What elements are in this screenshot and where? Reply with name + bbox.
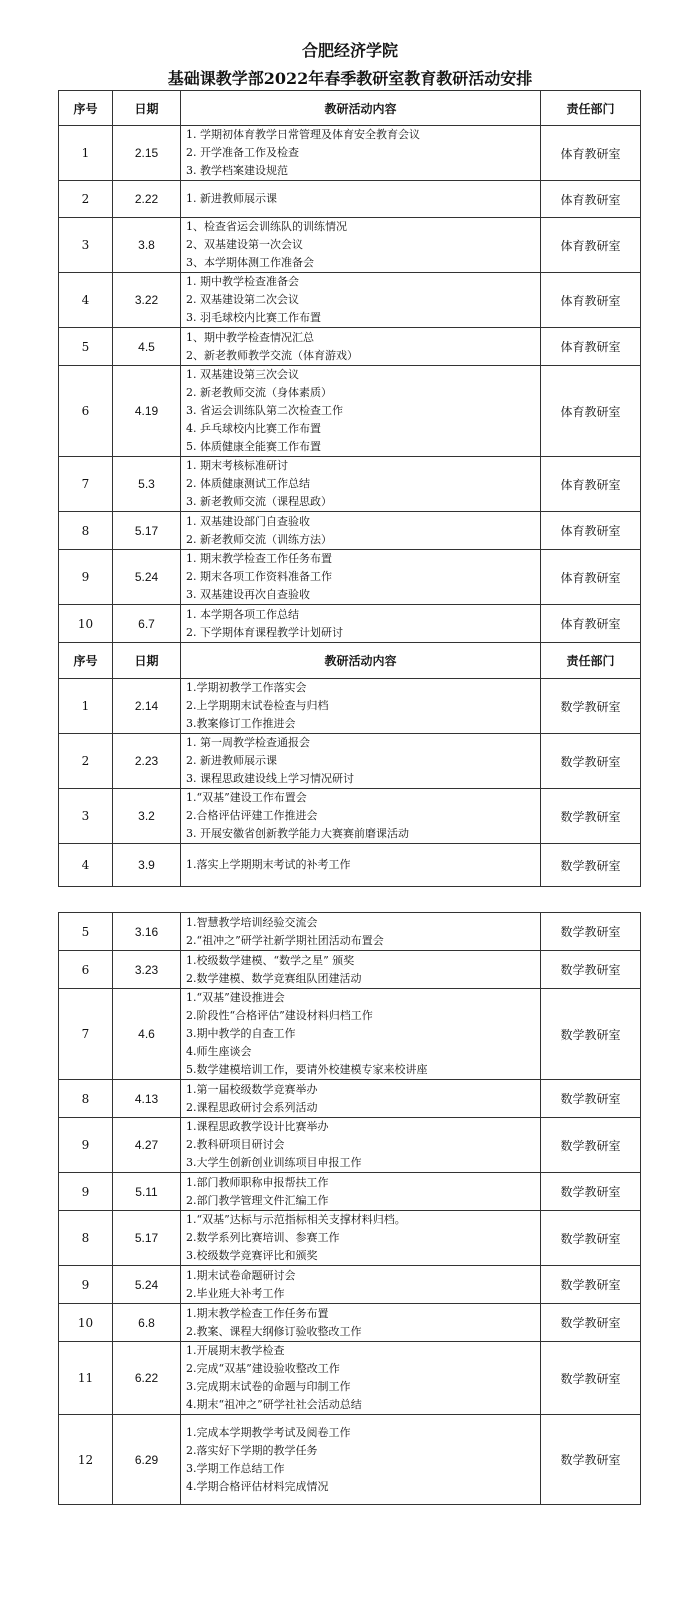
row-content bbox=[181, 218, 541, 273]
activity-item: 1.校级数学建模、“数学之星” 颁奖 bbox=[186, 953, 355, 967]
row-number: 11 bbox=[59, 1342, 113, 1415]
activity-item: 3、本学期体测工作准备会 bbox=[186, 256, 314, 269]
row-number: 1 bbox=[59, 679, 113, 734]
row-date: 3.8 bbox=[113, 218, 181, 273]
row-content bbox=[181, 1415, 541, 1505]
row-department: 数学教研室 bbox=[541, 1173, 641, 1211]
activity-item: 3.学期工作总结工作 bbox=[186, 1461, 285, 1475]
row-date: 3.2 bbox=[113, 789, 181, 844]
row-department: 数学教研室 bbox=[541, 989, 641, 1080]
row-content bbox=[181, 366, 541, 457]
activity-item: 1、检查省运会训练队的训练情况 bbox=[186, 220, 347, 233]
row-number: 9 bbox=[59, 550, 113, 605]
row-content bbox=[181, 457, 541, 512]
row-department: 数学教研室 bbox=[541, 1266, 641, 1304]
row-date: 5.17 bbox=[113, 512, 181, 550]
table-row bbox=[59, 366, 641, 457]
schedule-table-bottom bbox=[58, 912, 641, 1505]
row-number: 5 bbox=[59, 328, 113, 366]
row-date: 2.23 bbox=[113, 734, 181, 789]
activity-item: 2. 期末各项工作资料准备工作 bbox=[186, 570, 332, 583]
row-date: 6.8 bbox=[113, 1304, 181, 1342]
activity-item: 4.师生座谈会 bbox=[186, 1045, 252, 1058]
activity-item: 3.完成期末试卷的命题与印制工作 bbox=[186, 1380, 351, 1393]
activity-item: 2. 下学期体育课程教学计划研讨 bbox=[186, 625, 343, 639]
row-department: 体育教研室 bbox=[541, 328, 641, 366]
row-content bbox=[181, 1342, 541, 1415]
activity-item: 4. 乒乓球校内比赛工作布置 bbox=[186, 422, 321, 435]
row-department: 体育教研室 bbox=[541, 457, 641, 512]
activity-item: 4.学期合格评估材料完成情况 bbox=[186, 1479, 329, 1493]
row-content bbox=[181, 989, 541, 1080]
row-date: 3.22 bbox=[113, 273, 181, 328]
activity-item: 2、双基建设第一次会议 bbox=[186, 238, 303, 251]
row-department: 数学教研室 bbox=[541, 1415, 641, 1505]
activity-item: 3. 羽毛球校内比赛工作布置 bbox=[186, 311, 321, 324]
header-row bbox=[59, 91, 641, 126]
row-content bbox=[181, 126, 541, 181]
activity-item: 1. 期末考核标准研讨 bbox=[186, 459, 288, 472]
row-department: 体育教研室 bbox=[541, 273, 641, 328]
activity-item: 1. 本学期各项工作总结 bbox=[186, 607, 299, 621]
table-row bbox=[59, 1415, 641, 1505]
activity-item: 1.“双基”建设工作布置会 bbox=[186, 791, 307, 804]
activity-item: 2.合格评估评建工作推进会 bbox=[186, 809, 318, 822]
activity-item: 5.数学建模培训工作，要请外校建模专家来校讲座 bbox=[186, 1063, 428, 1076]
activity-item: 2.教科研项目研讨会 bbox=[186, 1138, 285, 1151]
row-date: 6.29 bbox=[113, 1415, 181, 1505]
row-date: 4.6 bbox=[113, 989, 181, 1080]
row-department: 数学教研室 bbox=[541, 1304, 641, 1342]
activity-item: 1. 期中教学检查准备会 bbox=[186, 275, 299, 288]
row-content bbox=[181, 273, 541, 328]
row-content bbox=[181, 550, 541, 605]
row-department: 体育教研室 bbox=[541, 512, 641, 550]
row-department: 体育教研室 bbox=[541, 218, 641, 273]
table-row bbox=[59, 1342, 641, 1415]
row-number: 2 bbox=[59, 734, 113, 789]
row-content bbox=[181, 1211, 541, 1266]
table-row bbox=[59, 512, 641, 550]
activity-item: 1. 双基建设部门自查验收 bbox=[186, 514, 310, 528]
table-row bbox=[59, 844, 641, 887]
row-department: 数学教研室 bbox=[541, 789, 641, 844]
table-row bbox=[59, 679, 641, 734]
row-date: 2.14 bbox=[113, 679, 181, 734]
activity-item: 1.期末教学检查工作任务布置 bbox=[186, 1306, 329, 1320]
table-row bbox=[59, 1080, 641, 1118]
row-content bbox=[181, 328, 541, 366]
activity-item: 2.数学系列比赛培训、参赛工作 bbox=[186, 1231, 340, 1244]
activity-item: 2.部门教学管理文件汇编工作 bbox=[186, 1193, 329, 1207]
row-department: 数学教研室 bbox=[541, 1211, 641, 1266]
activity-item: 1. 新进教师展示课 bbox=[186, 192, 277, 205]
activity-item: 5. 体质健康全能赛工作布置 bbox=[186, 440, 321, 453]
row-number: 4 bbox=[59, 844, 113, 887]
row-date: 4.19 bbox=[113, 366, 181, 457]
activity-item: 2.毕业班大补考工作 bbox=[186, 1286, 285, 1300]
row-date: 4.5 bbox=[113, 328, 181, 366]
activity-item: 2. 新进教师展示课 bbox=[186, 754, 277, 767]
activity-item: 3.大学生创新创业训练项目申报工作 bbox=[186, 1156, 362, 1169]
table-row bbox=[59, 1173, 641, 1211]
row-content bbox=[181, 844, 541, 887]
row-department: 数学教研室 bbox=[541, 1080, 641, 1118]
row-date: 5.17 bbox=[113, 1211, 181, 1266]
activity-item: 3. 新老教师交流（课程思政） bbox=[186, 495, 332, 508]
activity-item: 3. 双基建设再次自查验收 bbox=[186, 588, 310, 601]
activity-item: 2.落实好下学期的教学任务 bbox=[186, 1443, 318, 1457]
header-content: 教研活动内容 bbox=[181, 91, 541, 126]
table-row bbox=[59, 1118, 641, 1173]
table-row bbox=[59, 605, 641, 643]
row-department: 体育教研室 bbox=[541, 366, 641, 457]
row-date: 6.22 bbox=[113, 1342, 181, 1415]
row-number: 7 bbox=[59, 457, 113, 512]
activity-item: 3. 课程思政建设线上学习情况研讨 bbox=[186, 772, 354, 785]
activity-item: 3. 教学档案建设规范 bbox=[186, 164, 288, 177]
activity-item: 1. 期末教学检查工作任务布置 bbox=[186, 552, 332, 565]
table-row bbox=[59, 181, 641, 218]
activity-item: 1.学期初教学工作落实会 bbox=[186, 681, 307, 694]
row-number: 6 bbox=[59, 366, 113, 457]
row-content bbox=[181, 789, 541, 844]
activity-item: 4.期末“祖冲之”研学社社会活动总结 bbox=[186, 1398, 362, 1411]
row-number: 7 bbox=[59, 989, 113, 1080]
row-number: 9 bbox=[59, 1118, 113, 1173]
schedule-table-top bbox=[58, 90, 641, 887]
activity-item: 1.期末试卷命题研讨会 bbox=[186, 1268, 296, 1282]
row-date: 5.11 bbox=[113, 1173, 181, 1211]
activity-item: 2. 双基建设第二次会议 bbox=[186, 293, 299, 306]
activity-item: 3. 省运会训练队第二次检查工作 bbox=[186, 404, 343, 417]
row-date: 6.7 bbox=[113, 605, 181, 643]
activity-item: 1.课程思政教学设计比赛举办 bbox=[186, 1120, 329, 1133]
table-row bbox=[59, 126, 641, 181]
row-date: 5.24 bbox=[113, 1266, 181, 1304]
row-department: 数学教研室 bbox=[541, 844, 641, 887]
activity-item: 1.智慧教学培训经验交流会 bbox=[186, 915, 318, 929]
row-number: 9 bbox=[59, 1266, 113, 1304]
row-date: 5.3 bbox=[113, 457, 181, 512]
row-department: 数学教研室 bbox=[541, 1342, 641, 1415]
row-content bbox=[181, 913, 541, 951]
row-date: 3.9 bbox=[113, 844, 181, 887]
row-content bbox=[181, 951, 541, 989]
row-number: 8 bbox=[59, 1080, 113, 1118]
row-department: 数学教研室 bbox=[541, 951, 641, 989]
row-content bbox=[181, 1118, 541, 1173]
row-content bbox=[181, 605, 541, 643]
table-row bbox=[59, 734, 641, 789]
row-department: 数学教研室 bbox=[541, 734, 641, 789]
header-dept: 责任部门 bbox=[541, 643, 641, 679]
row-number: 6 bbox=[59, 951, 113, 989]
row-content bbox=[181, 1266, 541, 1304]
row-department: 体育教研室 bbox=[541, 550, 641, 605]
activity-item: 2.上学期期末试卷检查与归档 bbox=[186, 699, 329, 712]
activity-item: 3. 开展安徽省创新教学能力大赛赛前磨课活动 bbox=[186, 827, 409, 840]
table-row bbox=[59, 789, 641, 844]
activity-item: 1.“双基”建设推进会 bbox=[186, 991, 285, 1004]
page-title: 合肥经济学院 bbox=[301, 41, 398, 60]
row-number: 5 bbox=[59, 913, 113, 951]
activity-item: 3.校级数学竞赛评比和颁奖 bbox=[186, 1249, 318, 1262]
activity-item: 2.阶段性“合格评估”建设材料归档工作 bbox=[186, 1009, 373, 1022]
activity-item: 2、新老教师教学交流（体育游戏） bbox=[186, 348, 358, 362]
row-date: 5.24 bbox=[113, 550, 181, 605]
table-row bbox=[59, 1304, 641, 1342]
row-number: 3 bbox=[59, 789, 113, 844]
row-department: 体育教研室 bbox=[541, 181, 641, 218]
activity-item: 2. 体质健康测试工作总结 bbox=[186, 477, 310, 490]
activity-item: 2.“祖冲之”研学社新学期社团活动布置会 bbox=[186, 933, 384, 947]
row-date: 2.22 bbox=[113, 181, 181, 218]
activity-item: 2. 开学准备工作及检查 bbox=[186, 146, 299, 159]
row-department: 数学教研室 bbox=[541, 679, 641, 734]
table-row bbox=[59, 1266, 641, 1304]
activity-item: 1.完成本学期教学考试及阅卷工作 bbox=[186, 1425, 351, 1439]
activity-item: 2.数学建模、数学竞赛组队团建活动 bbox=[186, 971, 362, 985]
row-department: 体育教研室 bbox=[541, 605, 641, 643]
row-date: 2.15 bbox=[113, 126, 181, 181]
row-department: 数学教研室 bbox=[541, 913, 641, 951]
table-row bbox=[59, 273, 641, 328]
row-department: 数学教研室 bbox=[541, 1118, 641, 1173]
table-row bbox=[59, 457, 641, 512]
activity-item: 1. 学期初体育教学日常管理及体育安全教育会议 bbox=[186, 128, 420, 141]
row-date: 3.23 bbox=[113, 951, 181, 989]
activity-item: 1.落实上学期期末考试的补考工作 bbox=[186, 858, 351, 871]
table-row bbox=[59, 989, 641, 1080]
activity-item: 2.课程思政研讨会系列活动 bbox=[186, 1100, 318, 1114]
header-date: 日期 bbox=[113, 91, 181, 126]
row-content bbox=[181, 512, 541, 550]
row-content bbox=[181, 1173, 541, 1211]
activity-item: 1. 第一周教学检查通报会 bbox=[186, 736, 310, 749]
table-row bbox=[59, 328, 641, 366]
header-num: 序号 bbox=[59, 91, 113, 126]
activity-item: 1.“双基”达标与示范指标相关支撑材料归档。 bbox=[186, 1213, 406, 1226]
row-department: 体育教研室 bbox=[541, 126, 641, 181]
row-number: 10 bbox=[59, 1304, 113, 1342]
row-content bbox=[181, 1304, 541, 1342]
row-date: 4.27 bbox=[113, 1118, 181, 1173]
row-content bbox=[181, 734, 541, 789]
activity-item: 2. 新老教师交流（训练方法） bbox=[186, 532, 332, 546]
header-dept: 责任部门 bbox=[541, 91, 641, 126]
row-content bbox=[181, 1080, 541, 1118]
row-date: 4.13 bbox=[113, 1080, 181, 1118]
activity-item: 1.部门教师职称申报帮扶工作 bbox=[186, 1175, 329, 1189]
row-content bbox=[181, 679, 541, 734]
activity-item: 2. 新老教师交流（身体素质） bbox=[186, 386, 332, 399]
row-number: 9 bbox=[59, 1173, 113, 1211]
page-subtitle: 基础课教学部2022年春季教研室教育教研活动安排 bbox=[167, 69, 533, 88]
row-number: 8 bbox=[59, 512, 113, 550]
row-number: 3 bbox=[59, 218, 113, 273]
row-number: 4 bbox=[59, 273, 113, 328]
activity-item: 3.期中教学的自查工作 bbox=[186, 1027, 296, 1040]
row-number: 8 bbox=[59, 1211, 113, 1266]
table-row bbox=[59, 913, 641, 951]
header-num: 序号 bbox=[59, 643, 113, 679]
row-number: 2 bbox=[59, 181, 113, 218]
activity-item: 1.开展期末教学检查 bbox=[186, 1344, 285, 1357]
table-row bbox=[59, 218, 641, 273]
row-number: 10 bbox=[59, 605, 113, 643]
table-row bbox=[59, 550, 641, 605]
activity-item: 3.教案修订工作推进会 bbox=[186, 717, 296, 730]
activity-item: 1、期中教学检查情况汇总 bbox=[186, 330, 314, 344]
row-date: 3.16 bbox=[113, 913, 181, 951]
header-date: 日期 bbox=[113, 643, 181, 679]
row-content bbox=[181, 181, 541, 218]
header-row bbox=[59, 643, 641, 679]
table-row bbox=[59, 1211, 641, 1266]
table-row bbox=[59, 951, 641, 989]
row-number: 12 bbox=[59, 1415, 113, 1505]
header-content: 教研活动内容 bbox=[181, 643, 541, 679]
row-number: 1 bbox=[59, 126, 113, 181]
activity-item: 1. 双基建设第三次会议 bbox=[186, 368, 299, 381]
activity-item: 2.完成“双基”建设验收整改工作 bbox=[186, 1362, 340, 1375]
activity-item: 2.教案、课程大纲修订验收整改工作 bbox=[186, 1324, 362, 1338]
activity-item: 1.第一届校级数学竞赛举办 bbox=[186, 1082, 318, 1096]
